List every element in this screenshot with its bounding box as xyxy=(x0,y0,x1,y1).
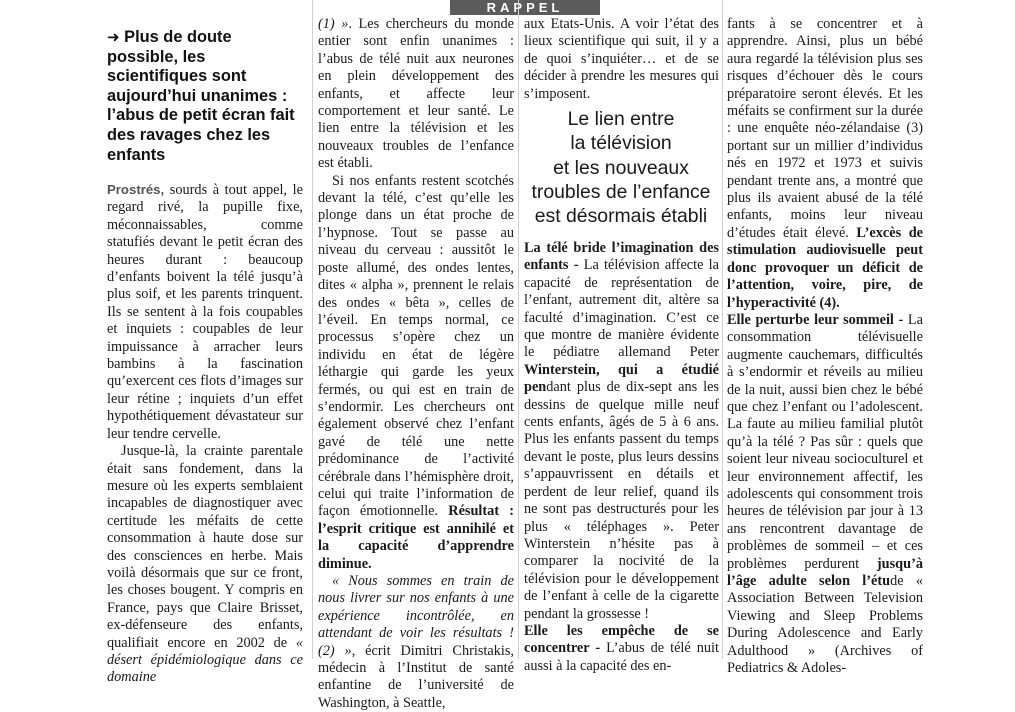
subheading: La télé bride l’imagination des enfants - xyxy=(524,240,719,274)
headline-line: et les nouveaux xyxy=(553,156,689,179)
headline-line: est désormais établi xyxy=(534,205,708,228)
arrow-icon: ➜ xyxy=(107,29,120,46)
lead-word: Prostrés, xyxy=(107,182,165,197)
headline-line: la télévision xyxy=(570,132,672,155)
paragraph: La télé bride l’imagination des enfants - La télévision affecte la capacité de représentation de l’enfant, autrement dit, altère sa faculté d’imagination. C’est ce que montre de manière évidente le pédiatre allemand Peter Winterstein, qui a étudié pendant plus de dix-sept ans les dessins de quelque mille neuf cents enfants, âgés de 5 à 6 ans. Plus les enfants passent du temps devant le poste, plus leurs dessins s’appauvrissent en détails et perdent de leur relief, quand ils ne sont pas destructurés pour les plus « téléphages ». Peter Winterstein n’hésite pas à comparer la nocivité de la télévision pour le développement de l’enfant à celle de la cigarette pendant la grossesse ! xyxy=(524,240,719,622)
paragraph: Jusque-là, la crainte parentale était sans fondement, dans la mesure où les experts semblaient incapables de diagnostiquer avec certitude les méfaits de cette consommation à haute dose sur des consciences en herbe. Mais voilà désormais que sur ce front, les choses bougent. Y compris en France, pays que Claire Brisset, ex-défenseure des enfants, qualifiait encore en 2002 de « désert épidémiologique dans ce domaine xyxy=(107,443,303,686)
paragraph: aux Etats-Unis. A voir l’état des lieux scientifique qui suit, il y a de quoi s’inquiéter… et de se décider à prendre les mesures qui s’imposent. xyxy=(524,16,719,102)
section-banner: RAPPEL xyxy=(450,0,600,15)
column-rule xyxy=(312,0,313,659)
subheading: Elle perturbe leur sommeil - xyxy=(727,311,904,328)
paragraph: Elle les empêche de se concentrer - L’abus de télé nuit aussi à la capacité des en- xyxy=(524,622,719,674)
paragraph: Prostrés, sourds à tout appel, le regard rivé, la pupille fixe, méconnaissables, comme statufiés devant le petit écran des heures durant : beaucoup d’enfants boivent la télé jusqu’à plus soif, et les parents trinquent. Ils se sentent à la fois coupables et inquiets : coupables de leur impuissance à arracher leurs bambins à la fascination qu’exercent ces flots d’images sur leur rétine ; inquiets d’un effet hypothétiquement dévastateur sur leur tendre cervelle. xyxy=(107,182,303,442)
article-column-1 xyxy=(107,181,303,686)
paragraph: Elle perturbe leur sommeil - La consommation télévisuelle augmente cauchemars, difficultés à s’endormir et réveils au milieu de la nuit, aussi bien chez le bébé que chez l’enfant ou l’adolescent. La faute au milieu familial plutôt qu’à la télé ? Pas sûr : quels que soient leur niveau socioculturel et leur environnement affectif, les adolescents qui consomment trois heures de télévision par jour à 13 ans rencontrent davantage de problèmes de sommeil – et ces problèmes perdurent jusqu’à l’âge adulte selon l’étude « Association Between Television Viewing and Sleep Problems During Adolescence and Early Adulthood » (Archives of Pediatrics & Adoles- xyxy=(727,311,924,677)
article-teaser xyxy=(107,28,302,165)
article-column-3-top xyxy=(524,16,719,102)
paragraph: fants à se concentrer et à apprendre. Ainsi, plus un bébé aura regardé la télévision plus ses risques d’échouer dès le cours préparatoire seront élevés. Et les méfaits se confirment sur la durée : une enquête néo-zélandaise (3) portant sur un millier d’individus nés en 1972 et 1973 et suivis pendant trente ans, a montré que plus ils avaient abusé de la télé enfants, moins leur niveau d’études était élevé. L’excès de stimulation audiovisuelle peut donc provoquer un déficit de l’attention, voire, pire, de l’hyperactivité (4). xyxy=(727,16,923,311)
paragraph: « Nous sommes en train de nous livrer sur nos enfants à une expérience incontrôlée, en attendant de voir les résultats ! (2) », écrit Dimitri Christakis, médecin à l’Institut de santé enfantine de l’université de Washington, à Seattle, xyxy=(318,573,514,711)
article-column-3 xyxy=(524,240,719,674)
paragraph: Si nos enfants restent scotchés devant la télé, c’est qu’elle les plonge dans un état proche de l’hypnose. Tout se passe au niveau du cerveau : aussitôt le poste allumé, des ondes lentes, dites « alpha », prennent le relais des ondes « bêta », celles de l’éveil. En temps normal, ce processus s’opère chez un individu en état de légère léthargie qui garde les yeux fermés, ou qui est en train de s’endormir. Les chercheurs ont également observé chez l’enfant gavé de télé une nette prédominance de l’activité cérébrale dans l’hémisphère droit, celui qui traite l’information de façon émotionnelle. Résultat : l’esprit critique est annihilé et la capacité d’apprendre diminue. xyxy=(318,172,514,572)
teaser-text: Plus de doute possible, les scientifiques sont aujourd’hui unanimes : l’abus de petit écran fait des ravages chez les enfants xyxy=(107,28,295,164)
quote: « Nous sommes en train de nous livrer sur nos enfants à une expérience incontrôlée, en attendant de voir les résultats ! (2) » xyxy=(318,573,514,659)
article-column-4 xyxy=(727,16,924,677)
quote: « désert épidémiologique dans ce domaine xyxy=(107,634,303,686)
headline-line: troubles de l’enfance xyxy=(531,180,711,203)
headline xyxy=(520,107,722,228)
headline-line: Le lien entre xyxy=(567,108,675,130)
article-column-2 xyxy=(318,16,514,711)
column-rule xyxy=(722,0,723,659)
column-rule xyxy=(518,0,519,659)
subheading: Elle les empêche de se concentrer - xyxy=(524,622,719,657)
paragraph: (1) ». Les chercheurs du monde entier sont enfin unanimes : l’abus de télé nuit aux neurones en plein développement des enfants, et affecte leur comportement et leur santé. Le lien entre la télévision et les nouveaux troubles de l’enfance est établi. xyxy=(318,16,514,172)
